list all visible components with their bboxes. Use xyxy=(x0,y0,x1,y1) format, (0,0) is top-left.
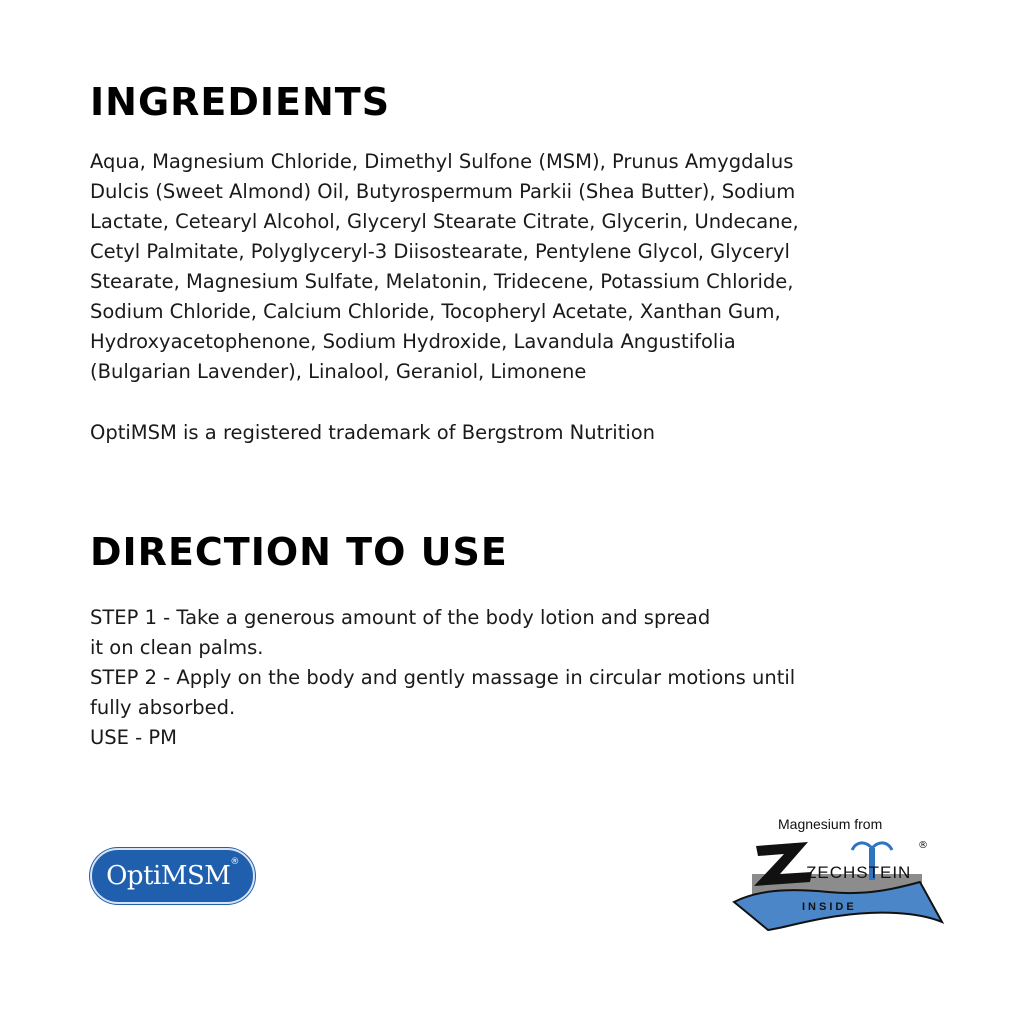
registered-mark: ® xyxy=(230,857,239,867)
directions-line: fully absorbed. xyxy=(90,696,236,719)
ingredients-line: Aqua, Magnesium Chloride, Dimethyl Sulfone (MSM), Prunus Amygdalus xyxy=(90,150,794,173)
directions-line: STEP 1 - Take a generous amount of the body lotion and spread xyxy=(90,606,711,629)
ingredients-line: Stearate, Magnesium Sulfate, Melatonin, Tridecene, Potassium Chloride, xyxy=(90,270,794,293)
ingredients-list xyxy=(90,147,940,387)
ingredients-line: Cetyl Palmitate, Polyglyceryl-3 Diisostearate, Pentylene Glycol, Glyceryl xyxy=(90,240,790,263)
trademark-line: OptiMSM is a registered trademark of Bergstrom Nutrition xyxy=(90,421,656,444)
registered-mark: ® xyxy=(918,840,928,851)
optimsm-logo xyxy=(90,848,255,904)
directions-list xyxy=(90,603,940,753)
ingredients-line: Hydroxyacetophenone, Sodium Hydroxide, Lavandula Angustifolia xyxy=(90,330,736,353)
zechstein-caption: Magnesium from xyxy=(778,816,883,832)
ingredients-line: Dulcis (Sweet Almond) Oil, Butyrospermum Parkii (Shea Butter), Sodium xyxy=(90,180,796,203)
directions-line: STEP 2 - Apply on the body and gently massage in circular motions until xyxy=(90,666,796,689)
trademark-note xyxy=(90,418,940,448)
zechstein-brand-text: ZECHSTEIN xyxy=(806,863,912,882)
ingredients-line: Sodium Chloride, Calcium Chloride, Tocopheryl Acetate, Xanthan Gum, xyxy=(90,300,781,323)
optimsm-logo-wordmark: OptiMSM xyxy=(106,861,231,891)
ingredients-heading: INGREDIENTS xyxy=(90,80,391,124)
ingredients-line: (Bulgarian Lavender), Linalool, Geraniol, Limonene xyxy=(90,360,587,383)
zechstein-tagline: INSIDE xyxy=(802,901,857,913)
optimsm-logo-text xyxy=(106,857,239,891)
directions-heading: DIRECTION TO USE xyxy=(90,530,508,574)
ingredients-line: Lactate, Cetearyl Alcohol, Glyceryl Stearate Citrate, Glycerin, Undecane, xyxy=(90,210,799,233)
directions-line: it on clean palms. xyxy=(90,636,264,659)
directions-line: USE - PM xyxy=(90,726,177,749)
zechstein-z-mark xyxy=(754,842,812,886)
zechstein-logo xyxy=(728,812,948,936)
